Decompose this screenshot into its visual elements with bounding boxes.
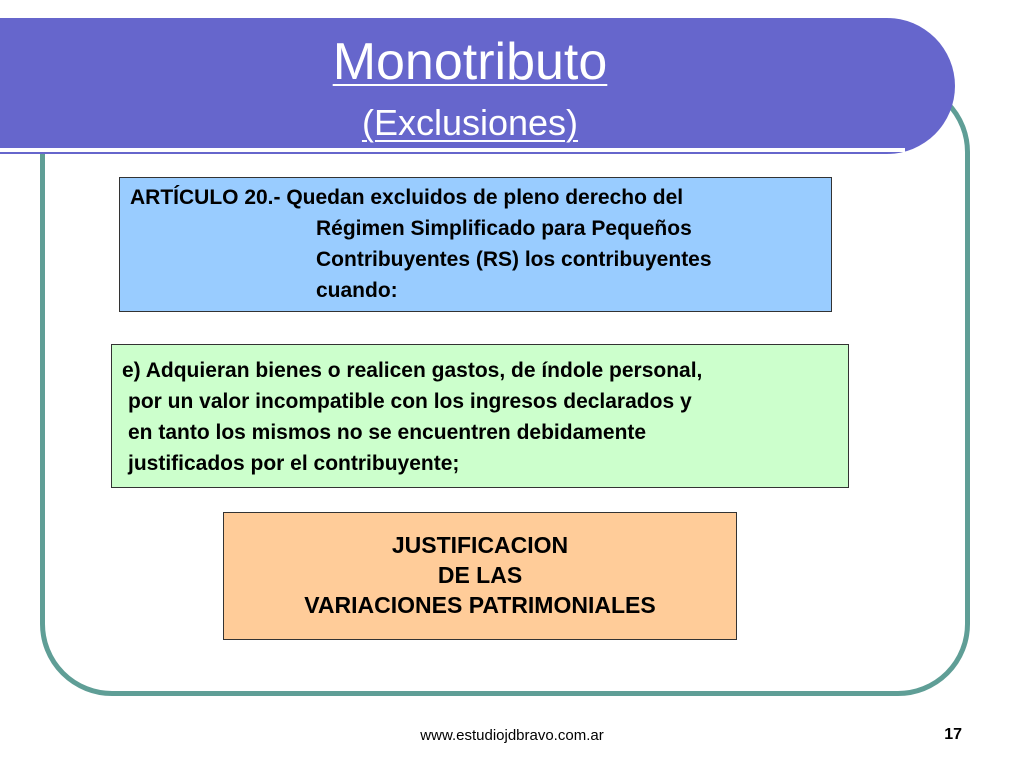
clause-line: justificados por el contribuyente;: [128, 452, 460, 475]
justification-line: JUSTIFICACION: [391, 532, 569, 558]
article-line: ARTÍCULO 20.- Quedan excluidos de pleno derecho del: [130, 186, 684, 209]
justification-line: DE LAS: [437, 562, 523, 588]
title-divider-line: [0, 148, 905, 152]
clause-line: e) Adquieran bienes o realicen gastos, de índole personal,: [122, 359, 703, 382]
justification-box: [223, 512, 737, 640]
article-line: Régimen Simplificado para Pequeños: [316, 217, 692, 240]
slide-subtitle: (Exclusiones): [361, 102, 579, 143]
article-box: [119, 177, 832, 312]
slide-title: Monotributo: [332, 33, 608, 91]
clause-line: por un valor incompatible con los ingresos declarados y: [128, 390, 692, 413]
clause-box: [111, 344, 849, 488]
footer-url: www.estudiojdbravo.com.ar: [420, 727, 604, 744]
justification-line: VARIACIONES PATRIMONIALES: [304, 592, 656, 618]
article-line: Contribuyentes (RS) los contribuyentes: [316, 248, 712, 271]
page-number: 17: [944, 726, 962, 743]
clause-line: en tanto los mismos no se encuentren debidamente: [128, 421, 647, 444]
article-line: cuando:: [316, 279, 398, 302]
title-banner: [0, 18, 955, 154]
